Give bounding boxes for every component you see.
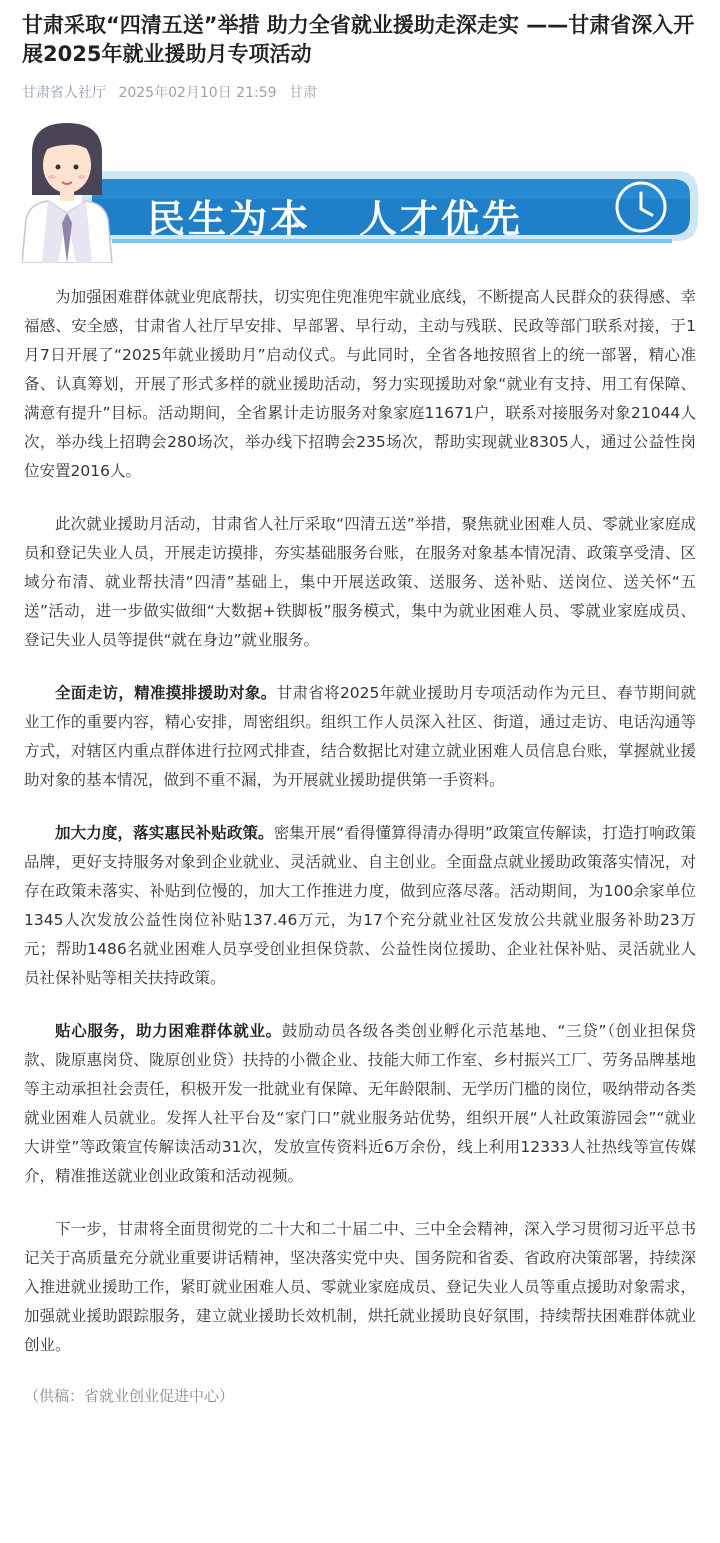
article-banner	[22, 123, 698, 263]
article-source[interactable]: 甘肃省人社厅	[22, 85, 106, 101]
article-paragraph	[24, 1215, 696, 1360]
article-paragraph	[24, 283, 696, 486]
banner-slogan	[147, 192, 617, 241]
article-meta	[0, 69, 720, 103]
paragraph-text: 为加强困难群体就业兜底帮扶，切实兜住兜准兜牢就业底线，不断提高人民群众的获得感、幸福感、安全感，甘肃省人社厅早安排、早部署、早行动，主动与残联、民政等部门联系对接，于1月7日开展了“2025年就业援助月”启动仪式。与此同时，全省各地按照省上的统一部署，精心准备、认真筹划，开展了形式多样的就业援助活动，努力实现援助对象“就业有支持、用工有保障、满意有提升”目标。活动期间，全省累计走访服务对象家庭11671户，联系对接服务对象21044人次，举办线上招聘会280场次，举办线下招聘会235场次，帮助实现就业8305人，通过公益性岗位安置2016人。	[24, 288, 696, 480]
article-paragraph	[24, 679, 696, 795]
article-datetime: 2025年02月10日 21:59	[118, 85, 277, 101]
banner-slogan-left: 民生为本	[147, 196, 312, 241]
paragraph-text: 甘肃省将2025年就业援助月专项活动作为元旦、春节期间就业工作的重要内容，精心安排，周密组织。组织工作人员深入社区、街道，通过走访、电话沟通等方式，对辖区内重点群体进行拉网式排查，结合数据比对建立就业困难人员信息台账，掌握就业援助对象的基本情况，做到不重不漏，为开展就业援助提供第一手资料。	[24, 684, 696, 789]
article-paragraph	[24, 1017, 696, 1191]
article-credit: （供稿：省就业创业促进中心）	[24, 1387, 235, 1405]
banner-slogan-right: 人才优先	[359, 196, 524, 241]
woman-avatar-illustration	[22, 123, 112, 263]
paragraph-text: 此次就业援助月活动，甘肃省人社厅采取“四清五送”举措，聚焦就业困难人员、零就业家庭成员和登记失业人员，开展走访摸排，夯实基础服务台账，在服务对象基本情况清、政策享受清、区域分布清、就业帮扶清“四清”基础上，集中开展送政策、送服务、送补贴、送岗位、送关怀“五送”活动，进一步做实做细“大数据+铁脚板”服务模式，集中为就业困难人员、零就业家庭成员、登记失业人员等提供“就在身边”就业服务。	[24, 515, 696, 649]
paragraph-lead: 加大力度，落实惠民补贴政策。	[55, 824, 274, 842]
paragraph-lead: 贴心服务，助力困难群体就业。	[55, 1022, 282, 1040]
paragraph-text: 密集开展“看得懂算得清办得明”政策宣传解读，打造打响政策品牌，更好支持服务对象到企业就业、灵活就业、自主创业。全面盘点就业援助政策落实情况，对存在政策未落实、补贴到位慢的，加大工作推进力度，做到应落尽落。活动期间，为100余家单位1345人次发放公益性岗位补贴137.46万元，为17个充分就业社区发放公共就业服务补助23万元；帮助1486名就业困难人员享受创业担保贷款、公益性岗位援助、企业社保补贴、灵活就业人员社保补贴等相关扶持政策。	[24, 824, 696, 987]
paragraph-text: 下一步，甘肃将全面贯彻党的二十大和二十届二中、三中全会精神，深入学习贯彻习近平总书记关于高质量充分就业重要讲话精神，坚决落实党中央、国务院和省委、省政府决策部署，持续深入推进就业援助工作，紧盯就业困难人员、零就业家庭成员、登记失业人员等重点援助对象需求，加强就业援助跟踪服务，建立就业援助长效机制，烘托就业援助良好氛围，持续帮扶困难群体就业创业。	[24, 1220, 696, 1354]
article-body	[0, 263, 720, 1360]
article-region: 甘肃	[288, 85, 317, 101]
paragraph-text: 鼓励动员各级各类创业孵化示范基地、“三贷”（创业担保贷款、陇原惠岗贷、陇原创业贷）扶持的小微企业、技能大师工作室、乡村振兴工厂、劳务品牌基地等主动承担社会责任，积极开发一批就业有保障、无年龄限制、无学历门槛的岗位，吸纳带动各类就业困难人员就业。发挥人社平台及“家门口”就业服务站优势，组织开展“人社政策游园会”“就业大讲堂”等政策宣传解读活动31次，发放宣传资料近6万余份，线上利用12333人社热线等宣传媒介，精准推送就业创业政策和活动视频。	[24, 1022, 696, 1185]
article-title: 甘肃采取“四清五送”举措 助力全省就业援助走深走实 ——甘肃省深入开展2025年就业援助月专项活动	[22, 13, 695, 66]
article-paragraph	[24, 819, 696, 993]
paragraph-lead: 全面走访，精准摸排援助对象。	[55, 684, 277, 702]
article-paragraph	[24, 510, 696, 655]
